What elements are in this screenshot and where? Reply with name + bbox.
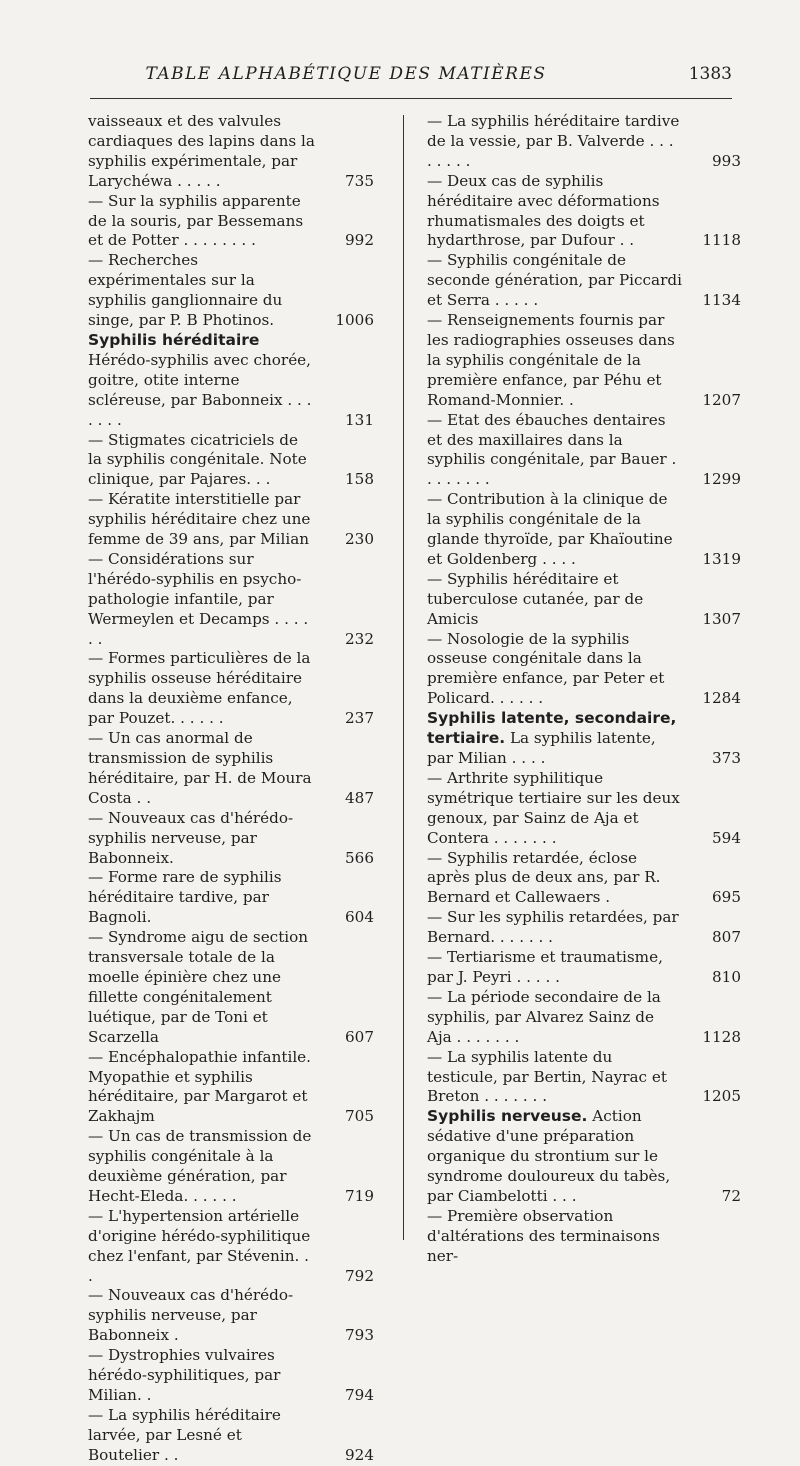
entry-page: 1128 — [702, 1027, 741, 1046]
entry-page: 792 — [345, 1266, 374, 1285]
index-entry — [88, 928, 374, 1047]
entry-text: — Arthrite syphilitique symétrique tertiaire sur les deux genoux, par Sainz de Aja et Contera . . . . . . . — [427, 768, 680, 847]
index-entry — [88, 1346, 374, 1406]
entry-text: — Considérations sur l'hérédo-syphilis en psycho-pathologie infantile, par Wermeylen et Decamps . . . . . . — [88, 549, 309, 648]
entry-page: 705 — [345, 1107, 374, 1126]
index-entry — [427, 172, 741, 252]
entry-page: 1205 — [702, 1087, 741, 1106]
entry-text: — Deux cas de syphilis héréditaire avec déformations rhumatismales des doigts et hydarthrose, par Dufour . . — [427, 171, 660, 250]
entry-text: — Syphilis congénitale de seconde génération, par Piccardi et Serra . . . . . — [427, 251, 682, 310]
entry-text: — Tertiarisme et traumatisme, par J. Peyri . . . . . — [427, 948, 663, 986]
index-entry — [427, 948, 741, 988]
entry-text: — Forme rare de syphilis héréditaire tardive, par Bagnoli. — [88, 868, 282, 927]
entry-page: 230 — [345, 530, 374, 549]
entry-text: — Kératite interstitielle par syphilis héréditaire chez une femme de 39 ans, par Milian — [88, 490, 311, 549]
entry-page: 72 — [721, 1186, 741, 1205]
entry-page: 807 — [712, 928, 741, 947]
entry-page: 794 — [345, 1386, 374, 1404]
entry-text-with-heading — [427, 1107, 683, 1207]
index-entry — [88, 431, 374, 491]
entry-text: — Syphilis retardée, éclose après plus de deux ans, par R. Bernard et Callewaers . — [427, 848, 661, 907]
entry-text: — Syndrome aigu de section transversale totale de la moelle épinière chez une fillette congénitalement luétique, par de Toni et Scarzella — [88, 928, 309, 1046]
index-entry — [427, 411, 741, 491]
index-entry — [88, 1127, 374, 1207]
index-entry — [88, 331, 374, 431]
index-entry — [427, 908, 741, 948]
index-entry — [427, 251, 741, 311]
running-title: TABLE ALPHABÉTIQUE DES MATIÈRES — [145, 64, 547, 84]
index-entry — [88, 809, 374, 869]
entry-page: 566 — [345, 848, 374, 867]
entry-page: 373 — [712, 749, 741, 767]
entry-text: — Nosologie de la syphilis osseuse congénitale dans la première enfance, par Peter et Policard. . . . . . — [427, 629, 665, 708]
index-entry — [88, 490, 374, 550]
entry-text: — Un cas de transmission de syphilis congénitale à la deuxième génération, par Hecht-Eleda. . . . . . — [88, 1127, 312, 1205]
column-divider — [403, 115, 404, 1240]
index-entry — [88, 192, 374, 252]
entry-text: — La syphilis latente du testicule, par Bertin, Nayrac et Breton . . . . . . . — [427, 1047, 667, 1106]
entry-page: 719 — [345, 1186, 374, 1205]
entry-text: — Première observation d'altérations des terminaisons ner- — [427, 1206, 660, 1265]
index-entry — [88, 649, 374, 729]
index-entry — [427, 490, 741, 570]
index-entry — [427, 630, 741, 710]
index-entry — [88, 729, 374, 809]
entry-text: — Stigmates cicatriciels de la syphilis congénitale. Note clinique, par Pajares. . . — [88, 430, 307, 489]
page-number: 1383 — [688, 64, 732, 84]
index-entry — [427, 311, 741, 411]
entry-text: — Syphilis héréditaire et tuberculose cutanée, par de Amicis — [427, 569, 644, 628]
entry-text: — Encéphalopathie infantile. Myopathie et syphilis héréditaire, par Margarot et Zakhajm — [88, 1047, 311, 1126]
page-header — [90, 58, 732, 99]
entry-page: 992 — [345, 231, 374, 250]
entry-text: — Nouveaux cas d'hérédo-syphilis nerveuse, par Babonneix . — [88, 1286, 294, 1345]
entry-page: 1118 — [702, 231, 741, 250]
entry-page: 924 — [345, 1445, 374, 1464]
index-entry — [88, 1286, 374, 1346]
index-entry — [427, 849, 741, 909]
entry-page: 131 — [345, 410, 374, 429]
index-entry — [427, 1107, 741, 1207]
section-heading: Syphilis héréditaire — [88, 330, 260, 349]
entry-page: 1284 — [702, 689, 741, 708]
entry-page: 695 — [712, 888, 741, 907]
entry-text: — Nouveaux cas d'hérédo-syphilis nerveuse, par Babonneix. — [88, 808, 294, 867]
index-entry — [427, 570, 741, 630]
entry-page: 594 — [712, 828, 741, 847]
entry-text: — Formes particulières de la syphilis osseuse héréditaire dans la deuxième enfance, par Pouzet. . . . . . — [88, 649, 311, 728]
entry-text: — Sur les syphilis retardées, par Bernard. . . . . . . — [427, 908, 679, 947]
entry-text: — Renseignements fournis par les radiographies osseuses dans la syphilis congénitale de la première enfance, par Péhu et Romand-Monnier. . — [427, 311, 675, 409]
section-heading: Syphilis latente, secondaire, tertiaire. — [427, 709, 677, 748]
entry-page: 232 — [345, 629, 374, 648]
entry-page: 604 — [345, 908, 374, 927]
entry-page: 1006 — [335, 311, 374, 330]
entry-text: La syphilis latente, par Milian . . . . — [427, 729, 656, 767]
index-entry — [88, 1406, 374, 1466]
entry-page: 607 — [345, 1027, 374, 1046]
entry-text: — La syphilis héréditaire larvée, par Lesné et Boutelier . . — [88, 1405, 281, 1464]
index-entry — [427, 112, 741, 172]
index-entry — [88, 550, 374, 650]
entry-text-with-heading — [427, 709, 683, 769]
entry-page: 237 — [345, 709, 374, 728]
index-entry — [427, 769, 741, 849]
entry-page: 487 — [345, 788, 374, 807]
entry-text: — L'hypertension artérielle d'origine hérédo-syphilitique chez l'enfant, par Stévenin. . . — [88, 1206, 311, 1285]
entry-page: 1134 — [702, 291, 741, 310]
entry-text: — Contribution à la clinique de la syphilis congénitale de la glande thyroïde, par Khaïoutine et Goldenberg . . . . — [427, 490, 673, 568]
left-column — [88, 112, 374, 1466]
index-entry — [88, 1048, 374, 1128]
entry-text: Action sédative d'une préparation organique du strontium sur le syndrome douloureux du tabès, par Ciambelotti . . . — [427, 1107, 671, 1205]
entry-page: 1299 — [702, 470, 741, 489]
section-heading: Syphilis nerveuse. — [427, 1107, 588, 1126]
entry-page: 1319 — [702, 549, 741, 568]
entry-page: 735 — [345, 171, 374, 190]
index-entry — [88, 868, 374, 928]
index-entry — [427, 988, 741, 1048]
entry-page: 993 — [712, 151, 741, 170]
index-entry — [427, 709, 741, 769]
entry-text: vaisseaux et des valvules cardiaques des lapins dans la syphilis expérimentale, par Larychéwa . . . . . — [88, 112, 315, 190]
entry-page: 158 — [345, 470, 374, 489]
entry-page: 1307 — [702, 609, 741, 628]
entry-text: — Un cas anormal de transmission de syphilis héréditaire, par H. de Moura Costa . . — [88, 729, 312, 807]
index-entry — [88, 251, 374, 331]
entry-text: — La période secondaire de la syphilis, par Alvarez Sainz de Aja . . . . . . . — [427, 987, 661, 1046]
entry-page: 810 — [712, 967, 741, 986]
entry-page: 793 — [345, 1326, 374, 1345]
entry-text: — Etat des ébauches dentaires et des maxillaires dans la syphilis congénitale, par Bauer . . . . . . . . — [427, 410, 677, 489]
index-entry — [427, 1207, 741, 1267]
entry-text: — La syphilis héréditaire tardive de la vessie, par B. Valverde . . . . . . . . — [427, 112, 680, 170]
right-column — [427, 112, 741, 1267]
index-entry — [88, 1207, 374, 1287]
entry-text: Hérédo-syphilis avec chorée, goitre, otite interne scléreuse, par Babonneix . . . . . . . — [88, 350, 312, 429]
entry-text: — Sur la syphilis apparente de la souris, par Bessemans et de Potter . . . . . . . . — [88, 191, 304, 250]
index-entry — [88, 112, 374, 192]
entry-text-with-heading — [88, 331, 316, 431]
entry-page: 1207 — [702, 390, 741, 409]
index-entry — [427, 1048, 741, 1108]
entry-text: — Dystrophies vulvaires hérédo-syphilitiques, par Milian. . — [88, 1346, 281, 1404]
entry-text: — Recherches expérimentales sur la syphilis ganglionnaire du singe, par P. B Photinos. — [88, 251, 283, 330]
